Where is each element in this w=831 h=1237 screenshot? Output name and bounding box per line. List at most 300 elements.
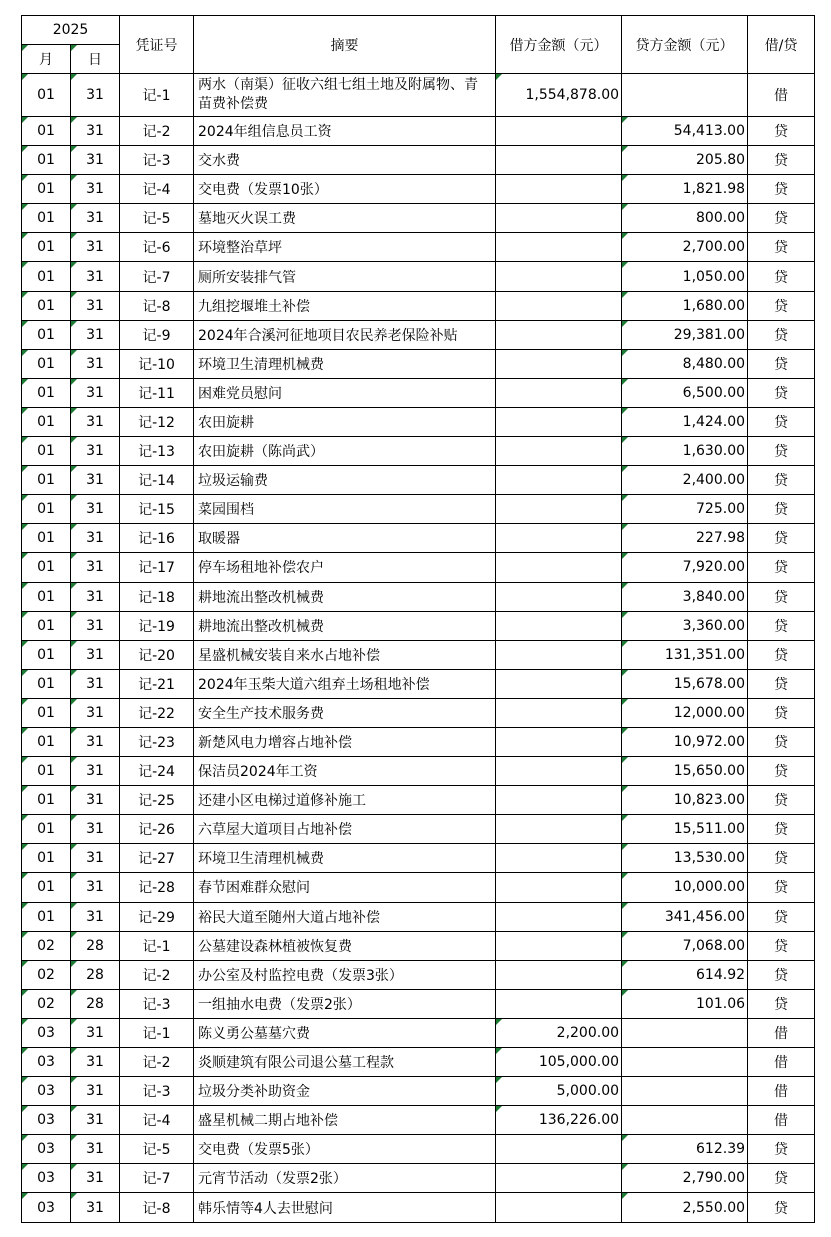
debit-amount-cell [496, 262, 622, 291]
summary-cell: 耕地流出整改机械费 [194, 582, 496, 611]
direction-cell: 贷 [748, 786, 815, 815]
voucher-no-cell: 记-25 [120, 786, 194, 815]
table-row [22, 815, 815, 844]
table-row [22, 378, 815, 407]
day-cell: 31 [71, 1164, 120, 1193]
month-cell: 03 [22, 1193, 71, 1222]
direction-cell: 贷 [748, 873, 815, 902]
table-row [22, 698, 815, 727]
day-cell: 31 [71, 262, 120, 291]
credit-amount-cell: 8,480.00 [622, 349, 748, 378]
month-cell: 02 [22, 960, 71, 989]
month-cell: 01 [22, 786, 71, 815]
month-cell: 02 [22, 931, 71, 960]
credit-amount-cell: 725.00 [622, 495, 748, 524]
day-cell: 31 [71, 349, 120, 378]
day-cell: 31 [71, 1077, 120, 1106]
voucher-no-cell: 记-13 [120, 437, 194, 466]
voucher-no-cell: 记-23 [120, 727, 194, 756]
summary-cell: 2024年玉柴大道六组弃土场租地补偿 [194, 669, 496, 698]
credit-amount-cell [622, 1077, 748, 1106]
month-cell: 01 [22, 698, 71, 727]
credit-amount-cell: 2,550.00 [622, 1193, 748, 1222]
table-row [22, 640, 815, 669]
table-row [22, 320, 815, 349]
day-cell: 31 [71, 320, 120, 349]
credit-amount-cell: 1,424.00 [622, 407, 748, 436]
table-row [22, 117, 815, 146]
voucher-no-cell: 记-2 [120, 1048, 194, 1077]
month-cell: 01 [22, 407, 71, 436]
day-cell: 31 [71, 291, 120, 320]
voucher-no-cell: 记-22 [120, 698, 194, 727]
month-cell: 01 [22, 349, 71, 378]
voucher-no-header: 凭证号 [120, 16, 194, 74]
voucher-no-cell: 记-1 [120, 931, 194, 960]
voucher-no-cell: 记-27 [120, 844, 194, 873]
credit-amount-cell: 15,650.00 [622, 757, 748, 786]
day-cell: 28 [71, 989, 120, 1018]
month-header: 月 [22, 45, 71, 74]
day-cell: 31 [71, 437, 120, 466]
month-cell: 01 [22, 466, 71, 495]
debit-amount-cell [496, 786, 622, 815]
debit-amount-cell [496, 349, 622, 378]
summary-cell: 安全生产技术服务费 [194, 698, 496, 727]
day-cell: 31 [71, 1018, 120, 1047]
direction-cell: 贷 [748, 146, 815, 175]
table-row [22, 524, 815, 553]
table-row [22, 902, 815, 931]
debit-amount-cell [496, 407, 622, 436]
day-cell: 31 [71, 146, 120, 175]
voucher-no-cell: 记-14 [120, 466, 194, 495]
day-cell: 31 [71, 669, 120, 698]
day-cell: 31 [71, 902, 120, 931]
voucher-no-cell: 记-6 [120, 233, 194, 262]
debit-amount-cell [496, 1135, 622, 1164]
day-cell: 31 [71, 1106, 120, 1135]
day-cell: 31 [71, 786, 120, 815]
month-cell: 01 [22, 844, 71, 873]
voucher-no-cell: 记-20 [120, 640, 194, 669]
day-cell: 31 [71, 611, 120, 640]
month-cell: 01 [22, 669, 71, 698]
table-row [22, 175, 815, 204]
day-cell: 31 [71, 582, 120, 611]
table-row [22, 291, 815, 320]
month-cell: 01 [22, 204, 71, 233]
month-cell: 01 [22, 262, 71, 291]
voucher-no-cell: 记-21 [120, 669, 194, 698]
direction-cell: 贷 [748, 466, 815, 495]
direction-cell: 贷 [748, 931, 815, 960]
debit-amount-cell [496, 495, 622, 524]
credit-amount-cell [622, 74, 748, 117]
direction-cell: 借 [748, 74, 815, 117]
table-row [22, 1106, 815, 1135]
credit-amount-cell: 2,790.00 [622, 1164, 748, 1193]
table-row [22, 727, 815, 756]
month-cell: 01 [22, 553, 71, 582]
day-cell: 31 [71, 495, 120, 524]
day-cell: 31 [71, 727, 120, 756]
summary-cell: 办公室及村监控电费（发票3张） [194, 960, 496, 989]
day-cell: 31 [71, 757, 120, 786]
direction-cell: 贷 [748, 698, 815, 727]
summary-cell: 保洁员2024年工资 [194, 757, 496, 786]
summary-cell: 炎顺建筑有限公司退公墓工程款 [194, 1048, 496, 1077]
credit-header: 贷方金额（元） [622, 16, 748, 74]
month-cell: 01 [22, 640, 71, 669]
month-cell: 01 [22, 727, 71, 756]
debit-amount-cell: 1,554,878.00 [496, 74, 622, 117]
direction-cell: 贷 [748, 1164, 815, 1193]
credit-amount-cell: 1,821.98 [622, 175, 748, 204]
debit-amount-cell: 105,000.00 [496, 1048, 622, 1077]
direction-cell: 贷 [748, 1135, 815, 1164]
summary-cell: 环境卫生清理机械费 [194, 844, 496, 873]
voucher-no-cell: 记-24 [120, 757, 194, 786]
credit-amount-cell: 15,511.00 [622, 815, 748, 844]
debit-amount-cell: 136,226.00 [496, 1106, 622, 1135]
summary-cell: 垃圾运输费 [194, 466, 496, 495]
debit-amount-cell [496, 553, 622, 582]
summary-cell: 墓地灭火误工费 [194, 204, 496, 233]
month-cell: 01 [22, 873, 71, 902]
table-row [22, 466, 815, 495]
credit-amount-cell: 800.00 [622, 204, 748, 233]
table-row [22, 611, 815, 640]
table-row [22, 1018, 815, 1047]
debit-amount-cell [496, 466, 622, 495]
summary-cell: 交电费（发票10张） [194, 175, 496, 204]
summary-cell: 还建小区电梯过道修补施工 [194, 786, 496, 815]
credit-amount-cell: 131,351.00 [622, 640, 748, 669]
summary-cell: 六草屋大道项目占地补偿 [194, 815, 496, 844]
direction-cell: 贷 [748, 960, 815, 989]
credit-amount-cell: 341,456.00 [622, 902, 748, 931]
day-cell: 28 [71, 960, 120, 989]
month-cell: 01 [22, 495, 71, 524]
direction-cell: 贷 [748, 262, 815, 291]
summary-cell: 星盛机械安装自来水占地补偿 [194, 640, 496, 669]
debit-amount-cell [496, 437, 622, 466]
voucher-no-cell: 记-12 [120, 407, 194, 436]
summary-cell: 新楚风电力增容占地补偿 [194, 727, 496, 756]
credit-amount-cell: 1,050.00 [622, 262, 748, 291]
debit-amount-cell: 2,200.00 [496, 1018, 622, 1047]
summary-cell: 公墓建设森林植被恢复费 [194, 931, 496, 960]
voucher-no-cell: 记-2 [120, 117, 194, 146]
direction-cell: 贷 [748, 117, 815, 146]
voucher-no-cell: 记-9 [120, 320, 194, 349]
day-cell: 31 [71, 815, 120, 844]
direction-cell: 贷 [748, 989, 815, 1018]
summary-cell: 2024年组信息员工资 [194, 117, 496, 146]
month-cell: 01 [22, 146, 71, 175]
debit-amount-cell [496, 204, 622, 233]
summary-cell: 厕所安装排气管 [194, 262, 496, 291]
direction-cell: 贷 [748, 291, 815, 320]
debit-amount-cell [496, 233, 622, 262]
table-row [22, 989, 815, 1018]
summary-cell: 陈义勇公墓墓穴费 [194, 1018, 496, 1047]
voucher-no-cell: 记-2 [120, 960, 194, 989]
voucher-no-cell: 记-3 [120, 146, 194, 175]
voucher-no-cell: 记-3 [120, 989, 194, 1018]
table-row [22, 786, 815, 815]
month-cell: 01 [22, 611, 71, 640]
debit-amount-cell [496, 698, 622, 727]
summary-cell: 环境整治草坪 [194, 233, 496, 262]
month-cell: 01 [22, 378, 71, 407]
debit-amount-cell [496, 524, 622, 553]
voucher-no-cell: 记-1 [120, 1018, 194, 1047]
table-row [22, 146, 815, 175]
table-row [22, 582, 815, 611]
credit-amount-cell: 10,000.00 [622, 873, 748, 902]
credit-amount-cell: 205.80 [622, 146, 748, 175]
day-cell: 31 [71, 873, 120, 902]
debit-amount-cell [496, 757, 622, 786]
table-row [22, 844, 815, 873]
credit-amount-cell: 12,000.00 [622, 698, 748, 727]
table-row [22, 757, 815, 786]
summary-cell: 取暖器 [194, 524, 496, 553]
summary-cell: 菜园围档 [194, 495, 496, 524]
debit-header: 借方金额（元） [496, 16, 622, 74]
summary-cell: 两水（南渠）征收六组七组土地及附属物、青苗费补偿费 [194, 74, 496, 117]
credit-amount-cell [622, 1106, 748, 1135]
direction-cell: 贷 [748, 524, 815, 553]
credit-amount-cell: 10,972.00 [622, 727, 748, 756]
direction-cell: 贷 [748, 757, 815, 786]
summary-cell: 2024年合溪河征地项目农民养老保险补贴 [194, 320, 496, 349]
debit-amount-cell [496, 175, 622, 204]
debit-amount-cell [496, 931, 622, 960]
summary-cell: 元宵节活动（发票2张） [194, 1164, 496, 1193]
credit-amount-cell: 10,823.00 [622, 786, 748, 815]
credit-amount-cell: 13,530.00 [622, 844, 748, 873]
month-cell: 01 [22, 524, 71, 553]
month-cell: 01 [22, 902, 71, 931]
debit-amount-cell [496, 117, 622, 146]
voucher-no-cell: 记-7 [120, 1164, 194, 1193]
summary-cell: 裕民大道至随州大道占地补偿 [194, 902, 496, 931]
day-cell: 31 [71, 524, 120, 553]
table-row [22, 1193, 815, 1222]
table-row [22, 495, 815, 524]
debit-amount-cell [496, 960, 622, 989]
day-cell: 28 [71, 931, 120, 960]
day-cell: 31 [71, 378, 120, 407]
day-cell: 31 [71, 553, 120, 582]
day-cell: 31 [71, 74, 120, 117]
table-row [22, 74, 815, 117]
header-row-1 [22, 16, 815, 45]
summary-cell: 困难党员慰问 [194, 378, 496, 407]
credit-amount-cell: 1,680.00 [622, 291, 748, 320]
debit-amount-cell [496, 669, 622, 698]
voucher-no-cell: 记-16 [120, 524, 194, 553]
direction-cell: 贷 [748, 582, 815, 611]
day-cell: 31 [71, 407, 120, 436]
credit-amount-cell: 7,068.00 [622, 931, 748, 960]
debit-amount-cell [496, 727, 622, 756]
direction-cell: 贷 [748, 233, 815, 262]
summary-cell: 交水费 [194, 146, 496, 175]
direction-cell: 贷 [748, 553, 815, 582]
month-cell: 01 [22, 582, 71, 611]
table-row [22, 873, 815, 902]
summary-cell: 一组抽水电费（发票2张） [194, 989, 496, 1018]
direction-cell: 贷 [748, 495, 815, 524]
day-cell: 31 [71, 233, 120, 262]
table-row [22, 349, 815, 378]
credit-amount-cell: 101.06 [622, 989, 748, 1018]
debit-amount-cell [496, 1193, 622, 1222]
credit-amount-cell: 227.98 [622, 524, 748, 553]
month-cell: 02 [22, 989, 71, 1018]
day-header: 日 [71, 45, 120, 74]
voucher-no-cell: 记-18 [120, 582, 194, 611]
table-row [22, 553, 815, 582]
table-row [22, 233, 815, 262]
direction-cell: 贷 [748, 815, 815, 844]
table-row [22, 437, 815, 466]
debit-amount-cell [496, 146, 622, 175]
direction-cell: 贷 [748, 349, 815, 378]
year-header: 2025 [22, 16, 120, 45]
debit-amount-cell [496, 989, 622, 1018]
month-cell: 01 [22, 815, 71, 844]
voucher-no-cell: 记-7 [120, 262, 194, 291]
credit-amount-cell [622, 1048, 748, 1077]
direction-header: 借/贷 [748, 16, 815, 74]
summary-header: 摘要 [194, 16, 496, 74]
voucher-no-cell: 记-5 [120, 1135, 194, 1164]
month-cell: 01 [22, 320, 71, 349]
voucher-no-cell: 记-19 [120, 611, 194, 640]
debit-amount-cell [496, 378, 622, 407]
ledger-table [21, 15, 815, 1223]
day-cell: 31 [71, 1193, 120, 1222]
direction-cell: 贷 [748, 175, 815, 204]
voucher-no-cell: 记-5 [120, 204, 194, 233]
debit-amount-cell [496, 291, 622, 320]
month-cell: 03 [22, 1106, 71, 1135]
table-row [22, 1135, 815, 1164]
month-cell: 01 [22, 74, 71, 117]
credit-amount-cell: 15,678.00 [622, 669, 748, 698]
voucher-no-cell: 记-4 [120, 1106, 194, 1135]
direction-cell: 借 [748, 1018, 815, 1047]
direction-cell: 贷 [748, 640, 815, 669]
day-cell: 31 [71, 204, 120, 233]
month-cell: 03 [22, 1077, 71, 1106]
table-row [22, 407, 815, 436]
credit-amount-cell: 2,700.00 [622, 233, 748, 262]
voucher-no-cell: 记-11 [120, 378, 194, 407]
voucher-no-cell: 记-26 [120, 815, 194, 844]
direction-cell: 贷 [748, 204, 815, 233]
direction-cell: 借 [748, 1077, 815, 1106]
credit-amount-cell: 612.39 [622, 1135, 748, 1164]
credit-amount-cell [622, 1018, 748, 1047]
day-cell: 31 [71, 175, 120, 204]
summary-cell: 环境卫生清理机械费 [194, 349, 496, 378]
summary-cell: 韩乐情等4人去世慰问 [194, 1193, 496, 1222]
day-cell: 31 [71, 1048, 120, 1077]
table-row [22, 1164, 815, 1193]
credit-amount-cell: 29,381.00 [622, 320, 748, 349]
summary-cell: 耕地流出整改机械费 [194, 611, 496, 640]
debit-amount-cell [496, 815, 622, 844]
debit-amount-cell [496, 611, 622, 640]
credit-amount-cell: 3,360.00 [622, 611, 748, 640]
day-cell: 31 [71, 466, 120, 495]
direction-cell: 贷 [748, 611, 815, 640]
voucher-no-cell: 记-15 [120, 495, 194, 524]
credit-amount-cell: 3,840.00 [622, 582, 748, 611]
voucher-no-cell: 记-8 [120, 291, 194, 320]
voucher-no-cell: 记-3 [120, 1077, 194, 1106]
month-cell: 01 [22, 757, 71, 786]
direction-cell: 贷 [748, 437, 815, 466]
voucher-no-cell: 记-8 [120, 1193, 194, 1222]
month-cell: 01 [22, 175, 71, 204]
summary-cell: 盛星机械二期占地补偿 [194, 1106, 496, 1135]
direction-cell: 借 [748, 1048, 815, 1077]
direction-cell: 贷 [748, 669, 815, 698]
voucher-no-cell: 记-4 [120, 175, 194, 204]
debit-amount-cell [496, 873, 622, 902]
voucher-no-cell: 记-1 [120, 74, 194, 117]
debit-amount-cell [496, 320, 622, 349]
debit-amount-cell [496, 1164, 622, 1193]
direction-cell: 贷 [748, 407, 815, 436]
summary-cell: 交电费（发票5张） [194, 1135, 496, 1164]
direction-cell: 贷 [748, 844, 815, 873]
summary-cell: 农田旋耕 [194, 407, 496, 436]
voucher-no-cell: 记-17 [120, 553, 194, 582]
credit-amount-cell: 2,400.00 [622, 466, 748, 495]
month-cell: 01 [22, 291, 71, 320]
month-cell: 03 [22, 1164, 71, 1193]
direction-cell: 贷 [748, 320, 815, 349]
debit-amount-cell [496, 640, 622, 669]
debit-amount-cell [496, 582, 622, 611]
month-cell: 01 [22, 233, 71, 262]
direction-cell: 贷 [748, 902, 815, 931]
day-cell: 31 [71, 698, 120, 727]
summary-cell: 农田旋耕（陈尚武） [194, 437, 496, 466]
credit-amount-cell: 6,500.00 [622, 378, 748, 407]
credit-amount-cell: 1,630.00 [622, 437, 748, 466]
month-cell: 01 [22, 117, 71, 146]
table-row [22, 960, 815, 989]
month-cell: 03 [22, 1048, 71, 1077]
table-row [22, 1077, 815, 1106]
table-row [22, 1048, 815, 1077]
debit-amount-cell [496, 902, 622, 931]
credit-amount-cell: 7,920.00 [622, 553, 748, 582]
direction-cell: 贷 [748, 727, 815, 756]
direction-cell: 贷 [748, 378, 815, 407]
month-cell: 03 [22, 1135, 71, 1164]
summary-cell: 停车场租地补偿农户 [194, 553, 496, 582]
